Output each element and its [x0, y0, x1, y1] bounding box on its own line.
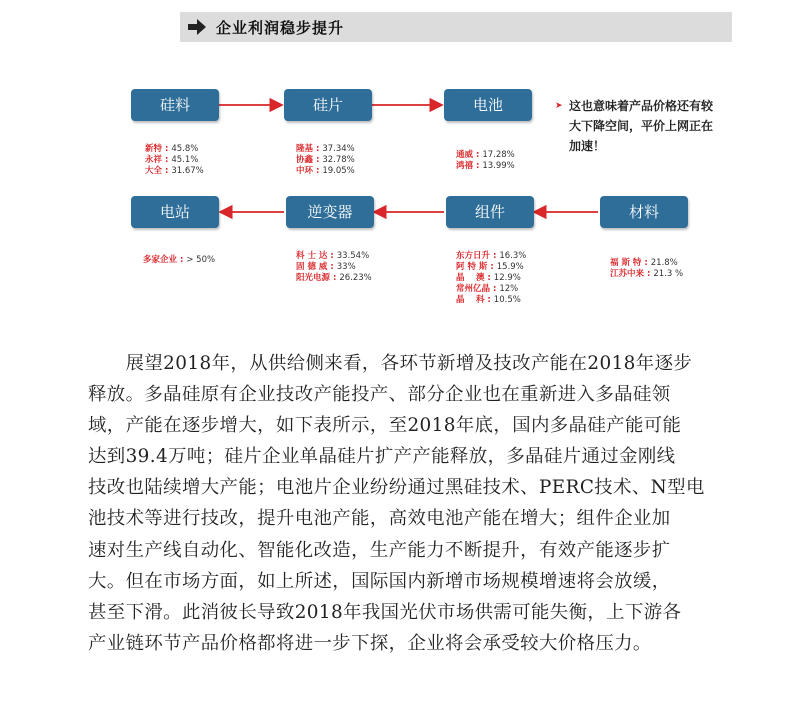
paragraph-line: 释放。多晶硅原有企业技改产能投产、部分企业也在重新进入多晶硅领 — [88, 384, 671, 406]
company-list-material: 福 斯 特 : 21.8% 江苏中来 : 21.3 % — [610, 258, 684, 279]
box-polysilicon: 硅料 — [131, 89, 219, 121]
paragraph-line: 大。但在市场方面，如上所述，国际国内新增市场规模增速将会放缓， — [88, 570, 671, 592]
box-power-station: 电站 — [131, 196, 219, 228]
section-title: 企业利润稳步提升 — [216, 19, 345, 37]
box-inverter: 逆变器 — [286, 196, 374, 228]
company-list-cell: 通威 : 17.28% 鸿禧 : 13.99% — [456, 150, 515, 171]
paragraph-line: 域，产能在逐步增大，如下表所示，至2018年底，国内多晶硅产能可能 — [88, 415, 682, 437]
company-list-module: 东方日升 : 16.3% 阿 特 斯 : 15.9% 晶 澳 : 12.9% 常州亿晶 : 12% 晶 科 : 10.5% — [456, 251, 527, 305]
paragraph-line: 池技术等进行技改，提升电池产能，高效电池产能在增大；组件企业加 — [88, 508, 671, 530]
box-wafer: 硅片 — [284, 89, 372, 121]
body-paragraph — [88, 348, 738, 659]
box-cell: 电池 — [444, 89, 532, 121]
company-list-inverter: 科 士 达 : 33.54% 固 德 威 : 33% 阳光电源 : 26.23% — [296, 251, 372, 283]
company-list-polysilicon: 新特 : 45.8% 永祥 : 45.1% 大全 : 31.67% — [145, 144, 204, 176]
paragraph-line: 展望2018年，从供给侧来看，各环节新增及技改产能在2018年逐步 — [88, 353, 693, 374]
paragraph-line: 达到39.4万吨；硅片企业单晶硅片扩产产能释放，多晶硅片通过金刚线 — [88, 446, 676, 468]
box-module: 组件 — [446, 196, 534, 228]
company-list-wafer: 隆基 : 37.34% 协鑫 : 32.78% 中环 : 19.05% — [296, 144, 355, 176]
price-note-text: 这也意味着产品价格还有较大下降空间，平价上网正在加速！ — [569, 99, 714, 153]
bullet-arrow-icon: ➤ — [555, 101, 563, 111]
box-material: 材料 — [600, 196, 688, 228]
paragraph-line: 速对生产线自动化、智能化改造，生产能力不断提升，有效产能逐步扩 — [88, 539, 671, 561]
paragraph-line: 甚至下滑。此消彼长导致2018年我国光伏市场供需可能失衡，上下游各 — [88, 601, 682, 623]
flow-arrows — [0, 0, 800, 330]
paragraph-line: 产业链环节产品价格都将进一步下探，企业将会承受较大价格压力。 — [88, 632, 652, 654]
company-list-power-station: 多家企业 : > 50% — [143, 255, 216, 265]
price-note — [557, 96, 717, 156]
paragraph-line: 技改也陆续增大产能；电池片企业纷纷通过黑硅技术、PERC技术、N型电 — [88, 477, 705, 499]
